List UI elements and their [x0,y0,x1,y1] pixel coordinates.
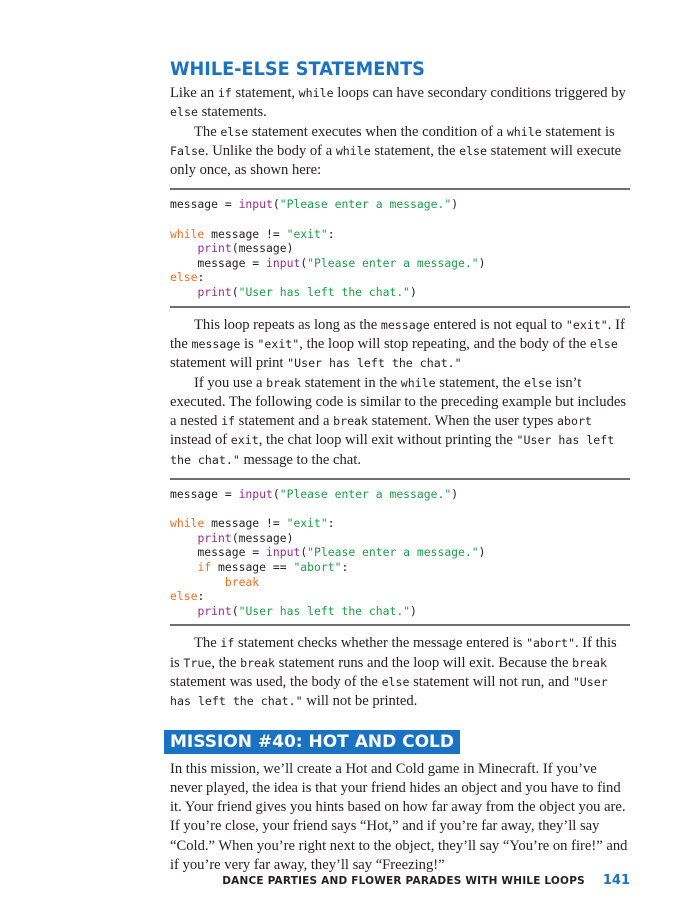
code-line [170,212,630,227]
code-token: ( [300,255,308,270]
code-token-kw: while [170,516,205,531]
code-block-while-break-else [170,478,630,626]
code-token-str: "Please enter a message." [279,487,452,502]
paragraph-break-explain [170,374,630,470]
code-line [170,531,630,546]
code-token: message = [170,545,267,560]
code-token: ( [300,545,308,560]
text: The [194,123,221,140]
code-token-kw: while [170,226,205,241]
code-token: ( [231,603,239,618]
inline-code: "User has left the chat." [170,674,608,709]
code-token: message = [170,487,239,502]
section-heading: WHILE-ELSE STATEMENTS [170,58,425,80]
paragraph-mission-intro: In this mission, we’ll create a Hot and Cold game in Minecraft. If you’ve never played, the idea is that your friend hides an object and you have to find it. Your friend gives you hints based on how far away from the object you are. If you’re close, your friend says “Hot,” and if you’re far away, they’ll say “Cold.” When you’re right next to the object, they’ll say “You’re on fire!” and if you’re very far away, they’ll say “Freezing!” [170,760,628,874]
code-token-fn: input [238,487,273,502]
code-token: ) [410,603,417,618]
page-number: 141 [602,873,630,888]
code-token: ) [478,255,486,270]
code-line [170,575,630,590]
code-line [170,241,630,256]
text: will not be printed. [302,693,418,710]
code-token: ) [478,545,486,560]
text: entered is not equal to [429,316,566,333]
code-line [170,545,630,560]
code-token [170,531,197,545]
text: statement will execute only once, as shown here: [170,142,622,179]
inline-code: if [220,636,235,651]
code-token: message = [170,197,239,212]
code-token-fn: input [266,545,301,560]
code-line [170,285,630,300]
code-line [170,589,630,604]
text: is [240,335,258,352]
code-token [170,575,225,589]
text: statement will print [170,355,288,372]
code-token: message == [211,559,294,574]
code-line [170,502,630,517]
code-line [170,270,630,285]
inline-code: "abort" [526,636,575,651]
code-line [170,256,630,271]
code-token-fn: print [197,285,232,300]
inline-code: else [170,105,198,120]
code-token: message != [204,516,287,531]
code-token: ) [410,285,417,300]
code-token: : [327,516,335,531]
text: statement was used, the body of the [170,673,382,690]
code-line [170,487,630,502]
code-token-str: "User has left the chat." [238,285,411,300]
code-line [170,604,630,619]
inline-code: "exit" [257,336,300,351]
text: statement. When the user types [368,413,558,430]
code-token: ( [231,285,239,300]
code-token: ( [272,197,280,212]
code-token: : [341,559,349,574]
inline-code: if [217,86,232,100]
text: Like an [170,85,218,101]
inline-code: True [183,655,212,670]
code-token-str: "Please enter a message." [307,545,479,560]
inline-code: message [380,317,430,332]
code-token-kw: break [224,574,260,589]
code-token-str: "User has left the chat." [238,603,411,618]
inline-code: abort [557,414,592,429]
code-token-kw: else [170,589,198,604]
code-line [170,227,630,242]
inline-code: "User has left the chat." [170,433,615,467]
text: statement runs and the loop will exit. Because the [275,654,573,671]
text: statement checks whether the message entered is [234,635,527,652]
mission-heading: MISSION #40: HOT AND COLD [164,730,460,754]
code-token-fn: input [266,255,301,270]
inline-code: while [298,86,334,100]
code-line [170,197,630,212]
text: This loop repeats as long as the [194,316,381,333]
code-token-fn: input [238,197,273,212]
inline-code: "exit" [565,317,608,332]
code-token-str: "abort" [293,559,342,574]
paragraph-else-explain [170,123,630,181]
text: statements. [197,104,267,121]
inline-code: message [191,336,241,351]
inline-code: False [170,143,205,158]
code-token-str: "exit" [286,226,328,241]
code-block-while-else [170,188,630,307]
text: statement and a [235,413,334,430]
code-token: (message) [231,241,294,256]
inline-code: else [589,336,618,351]
text: statement, the [370,142,460,159]
page-footer [222,873,630,888]
text: , the [211,654,241,671]
code-token-kw: else [170,270,198,285]
code-token-str: "exit" [286,516,328,531]
inline-code: else [381,674,410,689]
inline-code: "User has left the chat." [287,356,462,371]
text: statement executes when the condition of a [248,123,507,140]
text: . If this is [170,635,617,671]
code-line [170,516,630,531]
text: If you use a [194,374,267,391]
text: statement, [231,85,299,101]
code-token: : [327,226,335,241]
inline-code: while [335,143,371,158]
code-token-fn: print [197,241,232,256]
text: , the chat loop will exit without printing the [258,432,517,449]
inline-code: if [221,414,236,429]
paragraph-if-checks [170,634,630,711]
code-token [170,241,197,255]
text: instead of [170,432,231,449]
chapter-title: DANCE PARTIES AND FLOWER PARADES WITH WHILE LOOPS [222,874,585,887]
inline-code: exit [230,433,259,448]
inline-code: break [266,375,302,390]
code-token: message != [204,226,287,241]
code-token: : [197,270,205,285]
code-line [170,560,630,575]
code-token: ) [451,487,459,502]
paragraph-loop-repeats [170,316,630,374]
code-token [170,604,197,618]
code-token [170,285,197,299]
code-token: ( [272,487,280,502]
text: The [194,635,221,652]
text: isn’t executed. The following code is similar to the preceding example but includes a nested [170,374,627,430]
code-token-str: "Please enter a message." [279,197,452,212]
inline-code: else [220,124,249,139]
text: message to the chat. [239,451,361,468]
page-content [170,58,630,875]
inline-code: break [240,655,275,670]
text: , the loop will stop repeating, and the body of the [299,335,590,352]
inline-code: break [333,414,369,429]
text: statement will not run, and [409,673,573,690]
code-token: (message) [231,530,294,545]
inline-code: else [524,375,552,390]
paragraph-intro [170,84,630,123]
text: . Unlike the body of a [204,142,336,159]
code-token-kw: if [197,559,212,574]
code-token: : [197,589,205,604]
inline-code: else [459,143,488,158]
inline-code: while [506,124,542,139]
code-token: ) [451,197,459,212]
inline-code: while [400,375,436,390]
text: loops can have secondary conditions triggered by [333,85,626,101]
code-token: message = [170,255,267,270]
code-token-str: "Please enter a message." [307,255,479,270]
code-token [170,560,197,574]
text: . If the [170,316,625,352]
code-token-fn: print [197,603,232,618]
text: statement in the [301,374,401,391]
inline-code: break [572,655,607,670]
text: statement is [541,123,615,140]
text: statement, the [435,374,525,391]
code-token-fn: print [197,530,232,545]
